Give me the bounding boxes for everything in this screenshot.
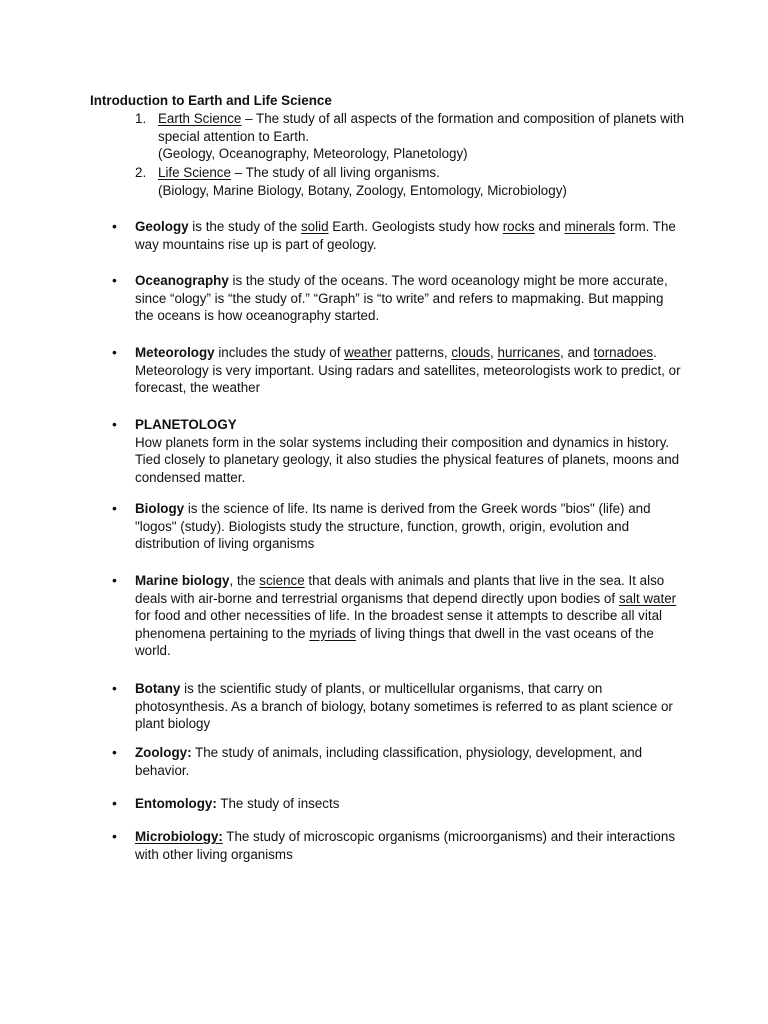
link-rocks: rocks — [502, 219, 535, 234]
link-clouds: clouds — [451, 345, 491, 360]
term-planetology: PLANETOLOGY — [135, 417, 237, 432]
list-item-entomology — [135, 795, 683, 813]
link-science: science — [259, 573, 305, 588]
definition-text: – The study of all aspects of the formation and composition of planets with special attention to Earth. — [158, 111, 685, 144]
list-item-planetology — [135, 416, 683, 486]
link-hurricanes: hurricanes — [497, 345, 561, 360]
term-meteorology: Meteorology — [135, 345, 215, 360]
bullet-icon: • — [112, 680, 117, 696]
term-zoology: Zoology: — [135, 745, 192, 760]
list-item-geology: Geology is the study of the solid Earth. Geologists study how rocks and minerals form. The way mountains rise up is part of geology. — [135, 219, 676, 252]
bullet-icon: • — [112, 500, 117, 516]
list-number: 2. — [135, 165, 147, 180]
bullet-icon: • — [112, 828, 117, 844]
document-title: Introduction to Earth and Life Science — [90, 93, 332, 108]
bullet-icon: • — [112, 344, 117, 360]
bullet-icon: • — [112, 218, 117, 234]
definition-text: The study of insects — [216, 796, 340, 811]
term-botany: Botany — [135, 681, 181, 696]
definition-text: How planets form in the solar systems including their composition and dynamics in history. Tied closely to planetary geology, it also studies the physical features of planets, moons and condensed matter. — [135, 434, 680, 485]
term-microbiology: Microbiology: — [135, 829, 223, 844]
subfields-text: (Geology, Oceanography, Meteorology, Planetology) — [158, 146, 468, 162]
bullet-icon: • — [112, 795, 117, 811]
list-item-marine-biology: Marine biology, the science that deals with animals and plants that live in the sea. It also deals with air-borne and terrestrial organisms that depend directly upon bodies of salt water for food and other necessities of life. In the broadest sense it attempts to describe all vital phenomena pertaining to the myriads of living things that dwell in the vast oceans of the world. — [135, 573, 677, 659]
bullet-icon: • — [112, 272, 117, 288]
link-minerals: minerals — [564, 219, 616, 234]
list-item-biology — [135, 500, 683, 553]
term-geology: Geology — [135, 219, 189, 234]
list-item-life-science — [158, 164, 688, 199]
definition-text: – The study of all living organisms. — [230, 165, 440, 180]
definition-text: The study of microscopic organisms (microorganisms) and their interactions with other living organisms — [135, 829, 676, 862]
term-earth-science: Earth Science — [158, 111, 242, 126]
term-oceanography: Oceanography — [135, 273, 229, 288]
definition-text: is the science of life. Its name is derived from the Greek words "bios" (life) and "logos" (study). Biologists study the structure, function, growth, origin, evolution and distribution of living organisms — [135, 501, 651, 552]
list-number: 1. — [135, 111, 147, 126]
list-item-earth-science — [158, 110, 688, 163]
link-myriads: myriads — [309, 625, 357, 641]
bullet-icon: • — [112, 416, 117, 432]
link-weather: weather — [344, 345, 392, 360]
term-marine-biology: Marine biology — [135, 573, 230, 588]
term-entomology: Entomology: — [135, 796, 217, 811]
bullet-icon: • — [112, 572, 117, 588]
list-item-botany — [135, 680, 683, 733]
list-item-meteorology: Meteorology includes the study of weather patterns, clouds, hurricanes, and tornadoes. Meteorology is very important. Using radars and satellites, meteorologists work to predict, or forecast, the weather — [135, 345, 681, 396]
link-salt-water: salt water — [618, 590, 677, 606]
list-item-microbiology — [135, 828, 683, 863]
bullet-icon: • — [112, 744, 117, 760]
term-biology: Biology — [135, 501, 185, 516]
list-item-zoology — [135, 744, 683, 779]
definition-text: The study of animals, including classification, physiology, development, and behavior. — [135, 745, 643, 778]
subfields-text: (Biology, Marine Biology, Botany, Zoology, Entomology, Microbiology) — [158, 182, 567, 198]
term-life-science: Life Science — [158, 165, 231, 180]
link-solid: solid — [300, 219, 329, 234]
definition-text: is the scientific study of plants, or multicellular organisms, that carry on photosynthesis. As a branch of biology, botany sometimes is referred to as plant science or plant biology — [135, 681, 673, 732]
list-item-oceanography: Oceanography is the study of the oceans. The word oceanology might be more accurate, since “ology” is “the study of.” “Graph” is “to write” and refers to mapmaking. But mapping the oceans is how oceanography started. — [135, 273, 668, 324]
link-tornadoes: tornadoes — [593, 345, 654, 360]
